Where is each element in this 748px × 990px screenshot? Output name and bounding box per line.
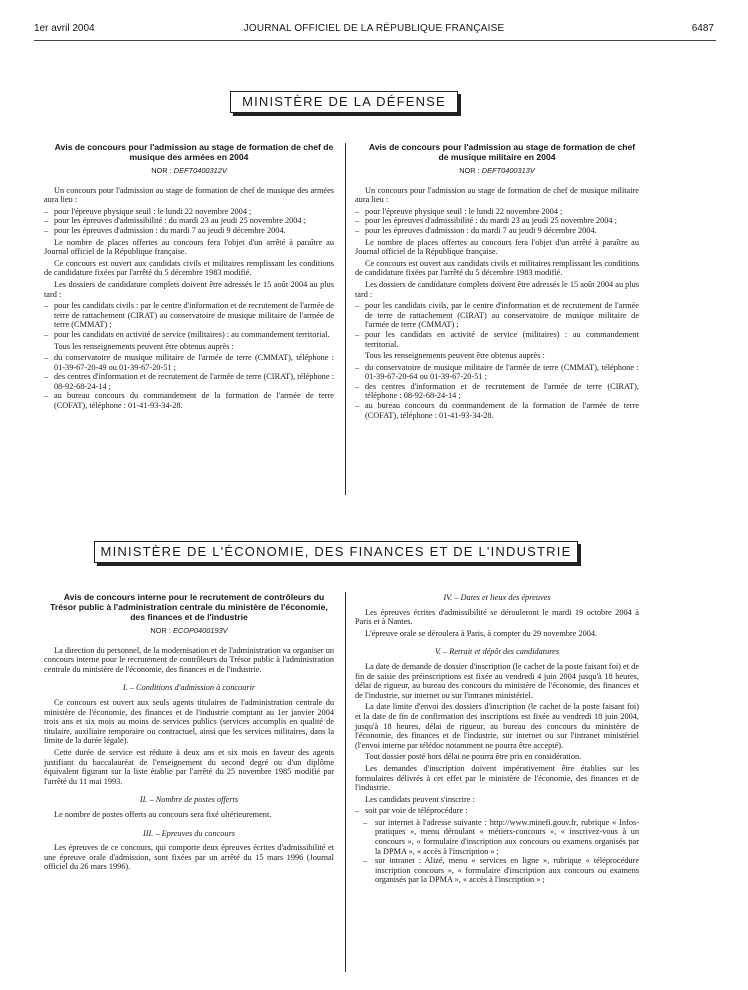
inscription-list — [355, 806, 639, 816]
dates-list — [355, 207, 639, 236]
ministry-economy-heading: MINISTÈRE DE L'ÉCONOMIE, DES FINANCES ET DE L'INDUSTRIE — [94, 541, 578, 563]
paragraph: Le nombre de places offertes au concours fera l'objet d'un arrêté à paraître au Journal officiel de la République française. — [355, 237, 639, 257]
list-item: – pour les candidats en activité de service (militaires) : au commandement territorial. — [355, 330, 639, 349]
notice-title: Avis de concours pour l'admission au stage de formation de chef de musique militaire en 2004 — [368, 142, 636, 162]
list-item: – du conservatoire de musique militaire de l'armée de terre (CMMAT), téléphone : 01-39-67-20-64 ou 01-39-67-20-51 ; — [355, 363, 639, 382]
nor-reference: NOR : ECOP0400193V — [150, 626, 228, 635]
paragraph: Le nombre de places offertes au concours fera l'objet d'un arrêté à paraître au Journal officiel de la République française. — [44, 237, 334, 257]
list-item: – au bureau concours du commandement de la formation de l'armée de terre (COFAT), téléphone : 01-41-93-34-28. — [44, 391, 334, 410]
nor-reference: NOR : DEFT0400313V — [459, 166, 535, 175]
paragraph: Le nombre de postes offerts au concours sera fixé ultérieurement. — [54, 809, 272, 819]
paragraph: Les épreuves écrites d'admissibilité se dérouleront le mardi 19 octobre 2004 à Paris et à Nantes. — [355, 607, 639, 627]
list-item: – sur internet à l'adresse suivante : http://www.minefi.gouv.fr, rubrique « Infos-pratiques », menu déroulant « métiers-concours », « inscrivez-vous à un concours », « formulaire d'inscription aux concours ou examens organisés par la DPMA », « accès à l'inscription » ; — [355, 818, 639, 856]
section-heading: V. – Retrait et dépôt des candidatures — [434, 647, 560, 657]
running-header — [34, 23, 714, 39]
paragraph: La direction du personnel, de la modernisation et de l'administration va organiser un concours interne pour le recrutement de contrôleurs du Trésor public à l'administration centrale du ministère de l'économie, des finances et de l'industrie. — [44, 645, 334, 674]
list-item: – soit par voie de téléprocédure : — [355, 806, 639, 816]
journal-title: JOURNAL OFFICIEL DE LA RÉPUBLIQUE FRANÇAISE — [243, 23, 505, 34]
paragraph: Ce concours est ouvert aux candidats civils et militaires remplissant les conditions de candidature fixées par l'arrêté du 5 décembre 1983 modifié. — [355, 258, 639, 278]
issue-date: 1er avril 2004 — [34, 23, 95, 34]
paragraph: Cette durée de service est réduite à deux ans et six mois en faveur des agents justifiant du baccalauréat de l'enseignement du second degré ou d'un diplôme équivalent figurant sur la liste établie par l'arrêté du 25 novembre 1985 modifié par l'arrêté du 11 mai 1993. — [44, 747, 334, 786]
contacts-list — [355, 363, 639, 421]
paragraph: L'épreuve orale se déroulera à Paris, à compter du 29 novembre 2004. — [365, 628, 598, 638]
paragraph: La date de demande de dossier d'inscription (le cachet de la poste faisant foi) et de fin de saisie des préinscriptions est fixée au vendredi 4 juin 2004 jusqu'à 18 heures, délai de rigueur, au bureau des concours du ministère de l'économie, des finances et de l'industrie, sur internet ou sur l'intranet ministériel. — [355, 661, 639, 700]
avis-chef-musique-militaire — [355, 142, 639, 422]
list-item: – pour les candidats en activité de service (militaires) : au commandement territorial. — [44, 330, 334, 340]
list-item: – pour les épreuves d'admissibilité : du mardi 23 au jeudi 25 novembre 2004 ; — [355, 216, 639, 226]
list-item: – pour les épreuves d'admission : du mardi 7 au jeudi 9 décembre 2004. — [355, 226, 639, 236]
paragraph: Tous les renseignements peuvent être obtenus auprès : — [365, 351, 545, 361]
paragraph: Un concours pour l'admission au stage de formation de chef de musique militaire aura lieu : — [355, 185, 639, 205]
list-item: – pour l'épreuve physique seuil : le lundi 22 novembre 2004 ; — [44, 207, 334, 217]
notice-title: Avis de concours pour l'admission au stage de formation de chef de musique des armées en 2004 — [54, 142, 334, 162]
column-separator — [345, 143, 346, 495]
list-item: – pour les candidats civils : par le centre d'information et de recrutement de l'armée de terre de rattachement (CIRAT) au conservatoire de musique militaire de l'armée de terre (CMMAT) ; — [44, 301, 334, 330]
contacts-list — [44, 353, 334, 411]
page-number: 6487 — [691, 23, 714, 34]
paragraph: Les demandes d'inscription doivent impérativement être établies sur les formulaires délivrés à cet effet par le ministère de l'économie, des finances et de l'industrie. — [355, 763, 639, 793]
section-heading: IV. – Dates et lieux des épreuves — [443, 593, 551, 602]
list-item: – sur intranet : Alizé, menu « services en ligne », rubrique « téléprocédure inscription concours », « formulaire d'inscription aux concours ou examens organisés par la DPMA », « accès à l'inscription » ; — [355, 856, 639, 885]
list-item: – au bureau concours du commandement de la formation de l'armée de terre (COFAT), téléphone : 01-41-93-34-28. — [355, 401, 639, 420]
paragraph: Ce concours est ouvert aux seuls agents titulaires de l'administration centrale du ministère de l'économie, des finances et de l'industrie comptant au 1er janvier 2004 trois ans et six mois au moins de services publics (services accomplis en qualité de titulaire, auxiliaire temporaire ou contractuel, ainsi que les services militaires, dans la limite de la durée légale). — [44, 697, 334, 746]
list-item: – des centres d'information et de recrutement de l'armée de terre (CIRAT), téléphone : 08-92-68-24-14 ; — [44, 372, 334, 391]
paragraph: Ce concours est ouvert aux candidats civils et militaires remplissant les conditions de candidature fixées par l'arrêté du 5 décembre 1983 modifié. — [44, 258, 334, 278]
paragraph: Les dossiers de candidature complets doivent être adressés le 15 août 2004 au plus tard : — [44, 279, 334, 299]
teleprocedure-list — [355, 818, 639, 885]
ministry-defense-heading: MINISTÈRE DE LA DÉFENSE — [230, 91, 458, 113]
list-item: – pour l'épreuve physique seuil : le lundi 22 novembre 2004 ; — [355, 207, 639, 217]
header-rule — [34, 40, 716, 41]
avis-controleurs-suite — [355, 593, 639, 887]
paragraph: Tout dossier posté hors délai ne pourra être pris en considération. — [365, 752, 582, 762]
dossier-list — [355, 301, 639, 349]
section-heading: II. – Nombre de postes offerts — [139, 795, 239, 805]
dossier-list — [44, 301, 334, 339]
paragraph: Un concours pour l'admission au stage de formation de chef de musique des armées aura lieu : — [44, 185, 334, 205]
avis-chef-musique-armees — [44, 142, 334, 413]
paragraph: Les candidats peuvent s'inscrire : — [365, 794, 475, 804]
dates-list — [44, 207, 334, 236]
paragraph: Les dossiers de candidature complets doivent être adressés le 15 août 2004 au plus tard : — [355, 279, 639, 299]
list-item: – pour les épreuves d'admissibilité : du mardi 23 au jeudi 25 novembre 2004 ; — [44, 216, 334, 226]
list-item: – pour les épreuves d'admission : du mardi 7 au jeudi 9 décembre 2004. — [44, 226, 334, 236]
paragraph: Tous les renseignements peuvent être obtenus auprès : — [54, 341, 234, 351]
section-heading: I. – Conditions d'admission à concourir — [122, 683, 256, 693]
paragraph: La date limite d'envoi des dossiers d'inscription (le cachet de la poste faisant foi) et la date de fin de confirmation des inscriptions est fixée au vendredi 18 juin 2004, jusqu'à 18 heures, délai de rigueur, au bureau des concours du ministère de l'économie, des finances et de l'industrie, sur internet ou sur l'intranet ministériel (l'envoi interne par télédoc notamment ne pourra être accepté). — [355, 702, 639, 750]
notice-title: Avis de concours interne pour le recrutement de contrôleurs du Trésor public à l'administration centrale du ministère de l'économie, des finances et de l'industrie — [50, 592, 328, 622]
list-item: – pour les candidats civils, par le centre d'information et de recrutement de l'armée de terre de rattachement (CIRAT) au conservatoire de musique militaire de l'armée de terre (CMMAT) ; — [355, 301, 639, 330]
paragraph: Les épreuves de ce concours, qui comporte deux épreuves écrites d'admissibilité et une épreuve orale d'admission, sont fixées par un arrêté du 15 mars 1996 (Journal officiel du 26 mars 1996). — [44, 843, 334, 872]
list-item: – du conservatoire de musique militaire de l'armée de terre (CMMAT), téléphone : 01-39-67-20-49 ou 01-39-67-20-51 ; — [44, 353, 334, 372]
nor-reference: NOR : DEFT0400312V — [151, 166, 227, 175]
list-item: – des centres d'information et de recrutement de l'armée de terre (CIRAT), téléphone : 08-92-68-24-14 ; — [355, 382, 639, 401]
column-separator — [345, 592, 346, 972]
avis-controleurs-tresor — [44, 592, 334, 874]
section-heading: III. – Epreuves du concours — [142, 828, 236, 838]
